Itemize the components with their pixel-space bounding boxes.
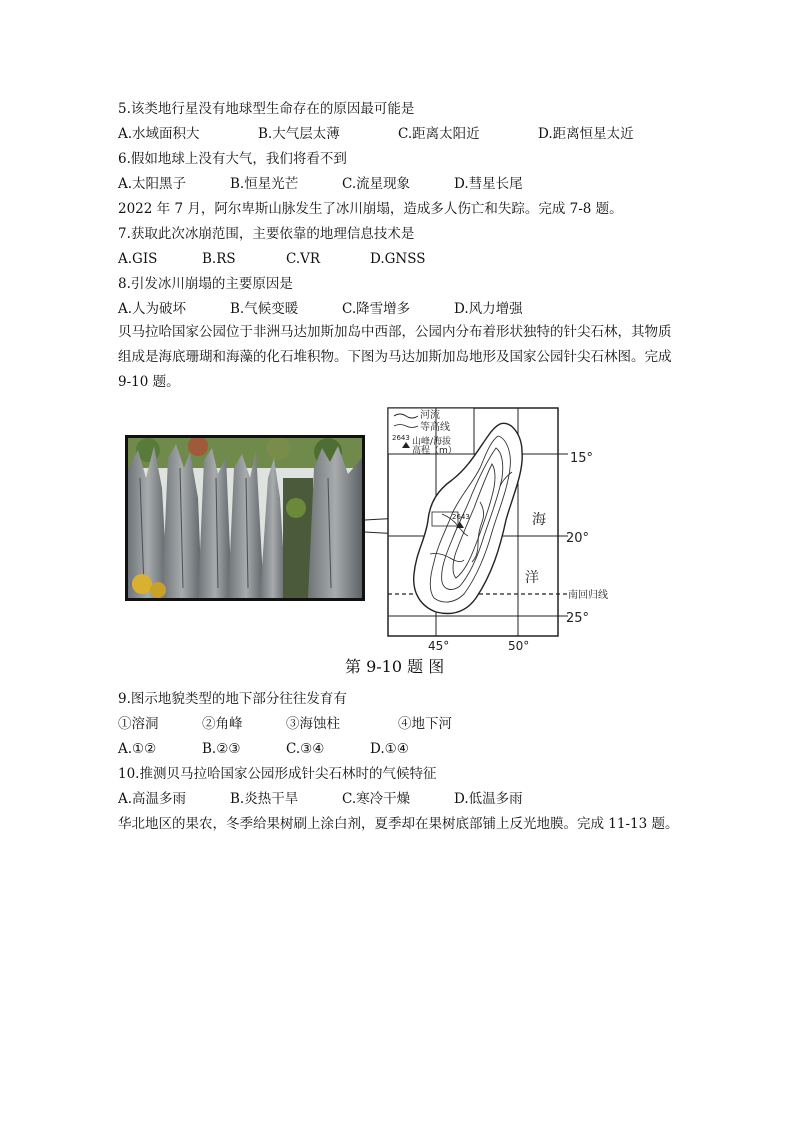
- sea-label-2: 洋: [525, 570, 539, 586]
- q9-option-c: C.③④: [286, 741, 325, 757]
- q7-option-b: B.RS: [202, 251, 236, 267]
- q8-option-c: C.降雪增多: [342, 301, 411, 317]
- legend-peak-label: 山峰/海拔: [412, 437, 452, 447]
- q5-stem: 5.该类地行星没有地球型生命存在的原因最可能是: [118, 101, 415, 117]
- legend-peak-value: 2643: [392, 434, 410, 442]
- figure-caption: 第 9-10 题 图: [345, 657, 445, 676]
- tropic-label: 南回归线: [568, 590, 608, 601]
- q9-option-a: A.①②: [118, 741, 157, 757]
- lon-label-50: 50°: [508, 639, 530, 653]
- q8-stem: 8.引发冰川崩塌的主要原因是: [118, 276, 293, 292]
- stone-forest-photo: [125, 435, 365, 601]
- intro-9-10: 贝马拉哈国家公园位于非洲马达加斯加岛中西部，公园内分布着形状独特的针尖石林，其物质组成是海底珊瑚和海藻的化石堆积物。下图为马达加斯加岛地形及国家公园针尖石林图。完成 9-10 题。: [118, 324, 672, 390]
- lat-label-25: 25°: [566, 611, 590, 626]
- q9-item-3: ③海蚀柱: [286, 716, 340, 732]
- q7-stem: 7.获取此次冰崩范围，主要依靠的地理信息技术是: [118, 226, 415, 242]
- q6-option-d: D.彗星长尾: [454, 176, 523, 192]
- q9-item-4: ④地下河: [398, 716, 452, 732]
- q6-option-b: B.恒星光芒: [230, 176, 299, 192]
- q5-option-b: B.大气层太薄: [258, 126, 340, 142]
- q6-option-c: C.流星现象: [342, 176, 411, 192]
- q5-option-c: C.距离太阳近: [398, 126, 480, 142]
- q5-option-d: D.距离恒星太近: [538, 126, 634, 142]
- q9-item-2: ②角峰: [202, 716, 243, 732]
- q9-item-1: ①溶洞: [118, 716, 159, 732]
- legend-peak-unit: 高程（m）: [412, 446, 457, 456]
- lon-label-45: 45°: [428, 639, 450, 653]
- q10-option-b: B.炎热干旱: [230, 791, 299, 807]
- intro-7-8: 2022 年 7 月，阿尔卑斯山脉发生了冰川崩塌，造成多人伤亡和失踪。完成 7-8 题。: [118, 201, 623, 217]
- q8-option-b: B.气候变暖: [230, 301, 299, 317]
- lat-label-20: 20°: [566, 531, 590, 546]
- q10-option-d: D.低温多雨: [454, 791, 523, 807]
- map-peak-value: 2643: [452, 513, 470, 521]
- q6-option-a: A.太阳黑子: [118, 176, 187, 192]
- q10-stem: 10.推测贝马拉哈国家公园形成针尖石林时的气候特征: [118, 766, 437, 782]
- q5-option-a: A.水域面积大: [118, 126, 200, 142]
- q10-option-a: A.高温多雨: [118, 791, 187, 807]
- lat-label-15: 15°: [570, 451, 594, 466]
- q8-option-a: A.人为破坏: [118, 301, 187, 317]
- legend-contour-label: 等高线: [420, 422, 450, 433]
- sea-label-1: 海: [532, 512, 546, 528]
- q9-option-b: B.②③: [202, 741, 241, 757]
- q9-option-d: D.①④: [370, 741, 409, 757]
- q7-option-a: A.GIS: [118, 251, 158, 267]
- madagascar-map: [372, 402, 632, 654]
- intro-11-13: 华北地区的果农，冬季给果树刷上涂白剂，夏季却在果树底部铺上反光地膜。完成 11-13 题。: [118, 816, 679, 832]
- q8-option-d: D.风力增强: [454, 301, 523, 317]
- q7-option-c: C.VR: [286, 251, 321, 267]
- q6-stem: 6.假如地球上没有大气，我们将看不到: [118, 151, 347, 167]
- map-svg: [372, 402, 632, 654]
- q10-option-c: C.寒冷干燥: [342, 791, 411, 807]
- legend-river-label: 河流: [420, 410, 440, 421]
- q9-stem: 9.图示地貌类型的地下部分往往发育有: [118, 691, 347, 707]
- q7-option-d: D.GNSS: [370, 251, 426, 267]
- stone-forest-illustration: [128, 438, 362, 598]
